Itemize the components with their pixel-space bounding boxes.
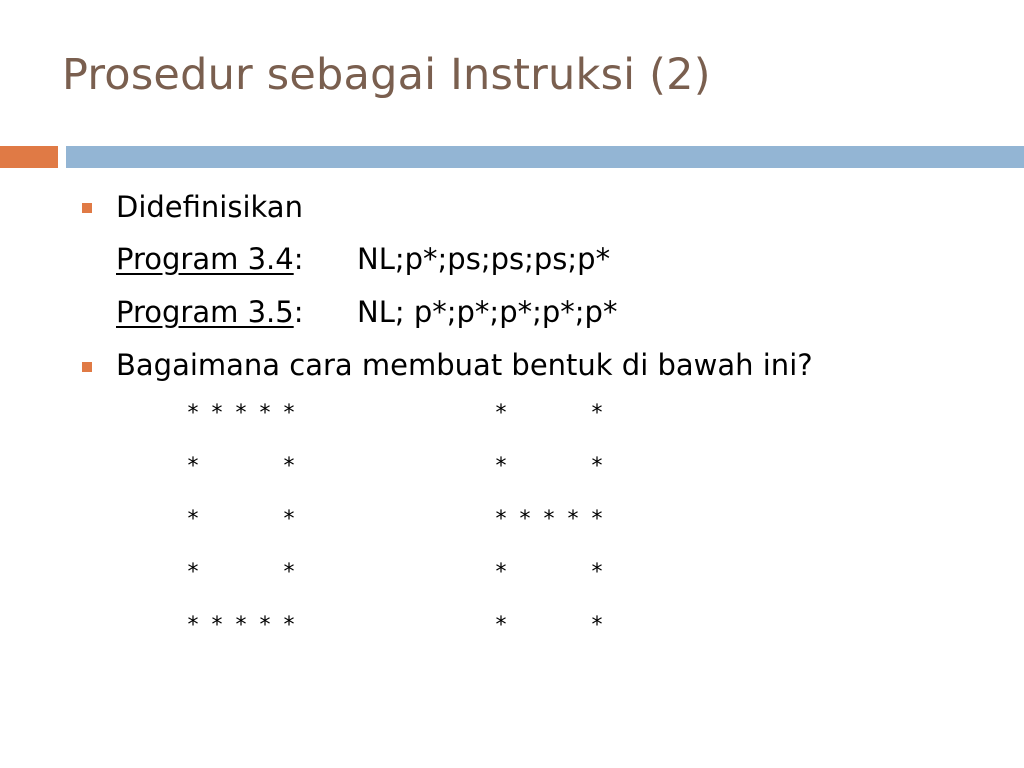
box-shape-star: *: [259, 613, 271, 638]
box-shape-star: *: [235, 401, 247, 426]
box-shape-star: *: [211, 401, 223, 426]
accent-bar-blue: [66, 146, 1024, 168]
box-shape-star: *: [187, 560, 199, 585]
program-separator: :: [293, 295, 304, 329]
bullet-marker: [82, 362, 92, 372]
box-shape-star: *: [283, 507, 295, 532]
h-shape-star: *: [495, 507, 507, 532]
program-line-2: [116, 295, 303, 329]
h-shape-star: *: [591, 613, 603, 638]
box-shape-star: *: [235, 613, 247, 638]
box-shape-star: *: [187, 454, 199, 479]
slide-title: Prosedur sebagai Instruksi (2): [62, 50, 711, 100]
bullet-marker: [82, 203, 92, 213]
program-label: Program 3.4: [116, 242, 294, 276]
bullet-text-1: Didefinisikan: [116, 190, 303, 224]
program-code-1: NL;p*;ps;ps;ps;p*: [357, 242, 611, 276]
accent-bar-orange: [0, 146, 58, 168]
h-shape-star: *: [495, 613, 507, 638]
h-shape-star: *: [495, 454, 507, 479]
program-line-1: [116, 242, 303, 276]
box-shape-star: *: [283, 560, 295, 585]
h-shape-star: *: [543, 507, 555, 532]
box-shape-star: *: [211, 613, 223, 638]
h-shape-star: *: [591, 401, 603, 426]
box-shape-star: *: [187, 401, 199, 426]
box-shape-star: *: [259, 401, 271, 426]
h-shape-star: *: [591, 454, 603, 479]
h-shape-star: *: [567, 507, 579, 532]
h-shape-star: *: [591, 560, 603, 585]
bullet-text-2: Bagaimana cara membuat bentuk di bawah ini?: [116, 348, 813, 382]
box-shape-star: *: [187, 613, 199, 638]
h-shape-star: *: [591, 507, 603, 532]
h-shape-star: *: [495, 401, 507, 426]
program-separator: :: [293, 242, 304, 276]
box-shape-star: *: [187, 507, 199, 532]
box-shape-star: *: [283, 401, 295, 426]
program-label: Program 3.5: [116, 295, 294, 329]
box-shape-star: *: [283, 454, 295, 479]
h-shape-star: *: [519, 507, 531, 532]
box-shape-star: *: [283, 613, 295, 638]
h-shape-star: *: [495, 560, 507, 585]
program-code-2: NL; p*;p*;p*;p*;p*: [357, 295, 618, 329]
